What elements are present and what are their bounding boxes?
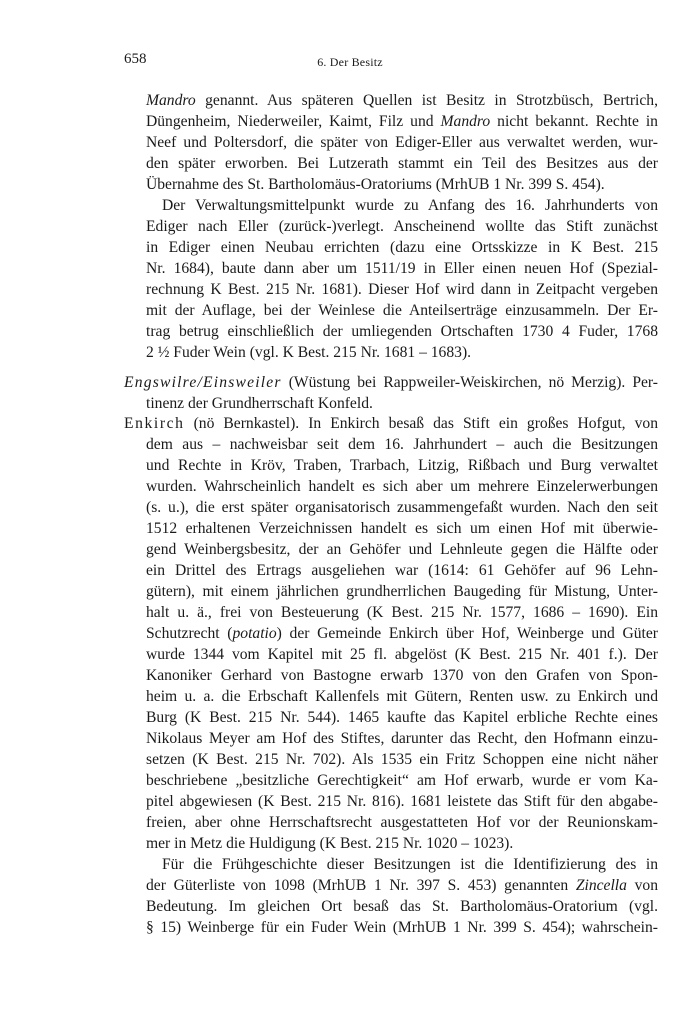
text-segment: gütern), mit einem jährlichen grundherrlichen Baugeding für Mistung, Unter- <box>146 583 658 600</box>
text-segment: Düngenheim, Niederweiler, Kaimt, Filz und <box>146 113 441 130</box>
text-segment: potatio <box>232 625 277 642</box>
text-segment: § 15) Weinberge für ein Fuder Wein (MrhUB 1 Nr. 399 S. 454); wahrschein- <box>146 919 658 936</box>
text-segment: tinenz der Grundherrschaft Konfeld. <box>146 395 373 412</box>
text-line <box>146 435 658 455</box>
text-segment: halt u. ä., frei von Besteuerung (K Best. 215 Nr. 1577, 1686 – 1690). Ein <box>146 604 658 621</box>
text-line <box>146 624 658 644</box>
text-segment: Kanoniker Gerhard von Bastogne erwarb 1370 von den Grafen von Spon- <box>146 667 658 684</box>
text-segment: dem aus – nachweisbar seit dem 16. Jahrhundert – auch die Besitzungen <box>146 436 658 453</box>
text-segment: (Wüstung bei Rappweiler-Weiskirchen, nö Merzig). Per- <box>281 374 658 391</box>
text-segment: beschriebene „besitzliche Gerechtigkeit“ am Hof erwarb, wurde er vom Ka- <box>146 772 658 789</box>
text-segment: der Güterliste von 1098 (MrhUB 1 Nr. 397 S. 453) genannten <box>146 877 576 894</box>
text-line <box>146 666 658 686</box>
text-line <box>146 133 658 153</box>
text-line <box>146 729 658 749</box>
text-line <box>146 238 658 258</box>
text-segment: von <box>626 877 658 894</box>
running-head: 6. Der Besitz <box>317 55 383 69</box>
text-segment: Für die Frühgeschichte dieser Besitzungen ist die Identifizierung des in <box>162 856 658 873</box>
text-segment: heim u. a. die Erbschaft Kallenfels mit Gütern, Renten usw. zu Enkirch und <box>146 688 658 705</box>
text-segment: Nr. 1684), baute dann aber um 1511/19 in Eller einen neuen Hof (Spezial- <box>146 260 658 277</box>
entry-keyword: Engswilre/Einsweiler <box>124 374 282 391</box>
text-line <box>146 322 658 342</box>
text-line <box>146 792 658 812</box>
text-line <box>146 259 658 279</box>
text-line <box>146 91 658 111</box>
text-segment: mer in Metz die Huldigung (K Best. 215 Nr. 1020 – 1023). <box>146 835 514 852</box>
text-segment: gend Weinbergsbesitz, der an Gehöfer und Lehnleute gegen die Hälfte oder <box>146 541 658 558</box>
text-line <box>146 175 658 195</box>
text-line <box>146 687 658 707</box>
text-line <box>146 280 658 300</box>
text-segment: den später erworben. Bei Lutzerath stammt ein Teil des Besitzes aus der <box>146 155 658 172</box>
text-line <box>146 750 658 770</box>
entry-heading-line <box>124 373 658 393</box>
text-segment: 2 ½ Fuder Wein (vgl. K Best. 215 Nr. 1681 – 1683). <box>146 344 472 361</box>
text-line <box>146 918 658 938</box>
text-line <box>146 477 658 497</box>
text-segment: Zincella <box>575 877 627 894</box>
text-segment: (s. u.), die erst später organisatorisch zusammengefaßt wurden. Nach den seit <box>146 499 658 516</box>
text-segment: freien, aber ohne Herrschaftsrecht ausgestatteten Hof vor der Reunionskam- <box>146 814 658 831</box>
text-line <box>146 456 658 476</box>
text-segment: Mandro <box>146 92 196 109</box>
text-line <box>162 196 658 216</box>
text-line <box>146 343 658 363</box>
text-line <box>146 708 658 728</box>
text-line <box>162 855 658 875</box>
text-segment: ) der Gemeinde Enkirch über Hof, Weinberge und Güter <box>276 625 658 642</box>
text-line <box>146 897 658 917</box>
text-segment: Neef und Poltersdorf, die später von Ediger-Eller aus verwaltet werden, wur- <box>146 134 658 151</box>
text-line <box>146 834 658 854</box>
text-line <box>146 112 658 132</box>
text-line <box>146 582 658 602</box>
text-segment: Schutzrecht ( <box>146 625 233 642</box>
text-segment: trag betrug einschließlich der umliegenden Ortschaften 1730 4 Fuder, 1768 <box>146 323 658 340</box>
text-segment: wurde 1344 vom Kapitel mit 25 fl. abgelöst (K Best. 215 Nr. 401 f.). Der <box>146 646 658 663</box>
text-segment: nicht bekannt. Rechte in <box>490 113 658 130</box>
text-segment: ein Drittel des Ertrags ausgeliehen war (1614: 61 Gehöfer auf 96 Lehn- <box>146 562 658 579</box>
text-segment: Nikolaus Meyer am Hof des Stiftes, darunter das Recht, den Hofmann einzu- <box>146 730 658 747</box>
text-line <box>146 540 658 560</box>
text-line <box>146 519 658 539</box>
entry-heading-line <box>124 414 658 434</box>
text-segment: mit der Auflage, bei der Weinlese die Anteilserträge einzusammeln. Der Er- <box>146 302 658 319</box>
text-line <box>146 603 658 623</box>
text-segment: wurden. Wahrscheinlich handelt es sich aber um mehrere Einzelerwerbungen <box>146 478 658 495</box>
text-line <box>146 771 658 791</box>
text-line <box>146 301 658 321</box>
text-line <box>146 217 658 237</box>
text-segment: setzen (K Best. 215 Nr. 702). Als 1535 ein Fritz Schoppen eine nicht näher <box>146 751 658 768</box>
text-segment: Ediger nach Eller (zurück-)verlegt. Anscheinend wollte das Stift zunächst <box>146 218 658 235</box>
text-segment: und Rechte in Kröv, Traben, Trarbach, Litzig, Rißbach und Burg verwaltet <box>146 457 658 474</box>
text-line <box>146 813 658 833</box>
text-line <box>146 561 658 581</box>
text-segment: in Ediger einen Neubau errichten (dazu eine Ortsskizze in K Best. 215 <box>146 239 658 256</box>
text-line <box>146 876 658 896</box>
page-number: 658 <box>124 51 147 67</box>
text-segment: genannt. Aus späteren Quellen ist Besitz in Strotzbüsch, Bertrich, <box>195 92 658 109</box>
text-segment: Mandro <box>440 113 491 130</box>
text-line <box>146 645 658 665</box>
text-line <box>146 394 658 414</box>
text-segment: Der Verwaltungsmittelpunkt wurde zu Anfang des 16. Jahrhunderts von <box>162 197 658 214</box>
text-segment: Übernahme des St. Bartholomäus-Oratoriums (MrhUB 1 Nr. 399 S. 454). <box>146 176 605 193</box>
text-segment: rechnung K Best. 215 Nr. 1681). Dieser Hof wird dann in Zeitpacht vergeben <box>146 281 658 298</box>
text-segment: pitel abgewiesen (K Best. 215 Nr. 816). 1681 leistete das Stift für den abgabe- <box>146 793 658 810</box>
text-segment: Burg (K Best. 215 Nr. 544). 1465 kaufte das Kapitel erbliche Rechte eines <box>146 709 658 726</box>
text-line <box>146 154 658 174</box>
text-segment: Bedeutung. Im gleichen Ort besaß das St. Bartholomäus-Oratorium (vgl. <box>146 898 658 915</box>
text-segment: 1512 erhaltenen Verzeichnissen handelt es sich um einen Hof mit überwie- <box>146 520 658 537</box>
entry-keyword: Enkirch <box>124 415 185 432</box>
text-segment: (nö Bernkastel). In Enkirch besaß das Stift ein großes Hofgut, von <box>184 415 658 432</box>
text-line <box>146 498 658 518</box>
